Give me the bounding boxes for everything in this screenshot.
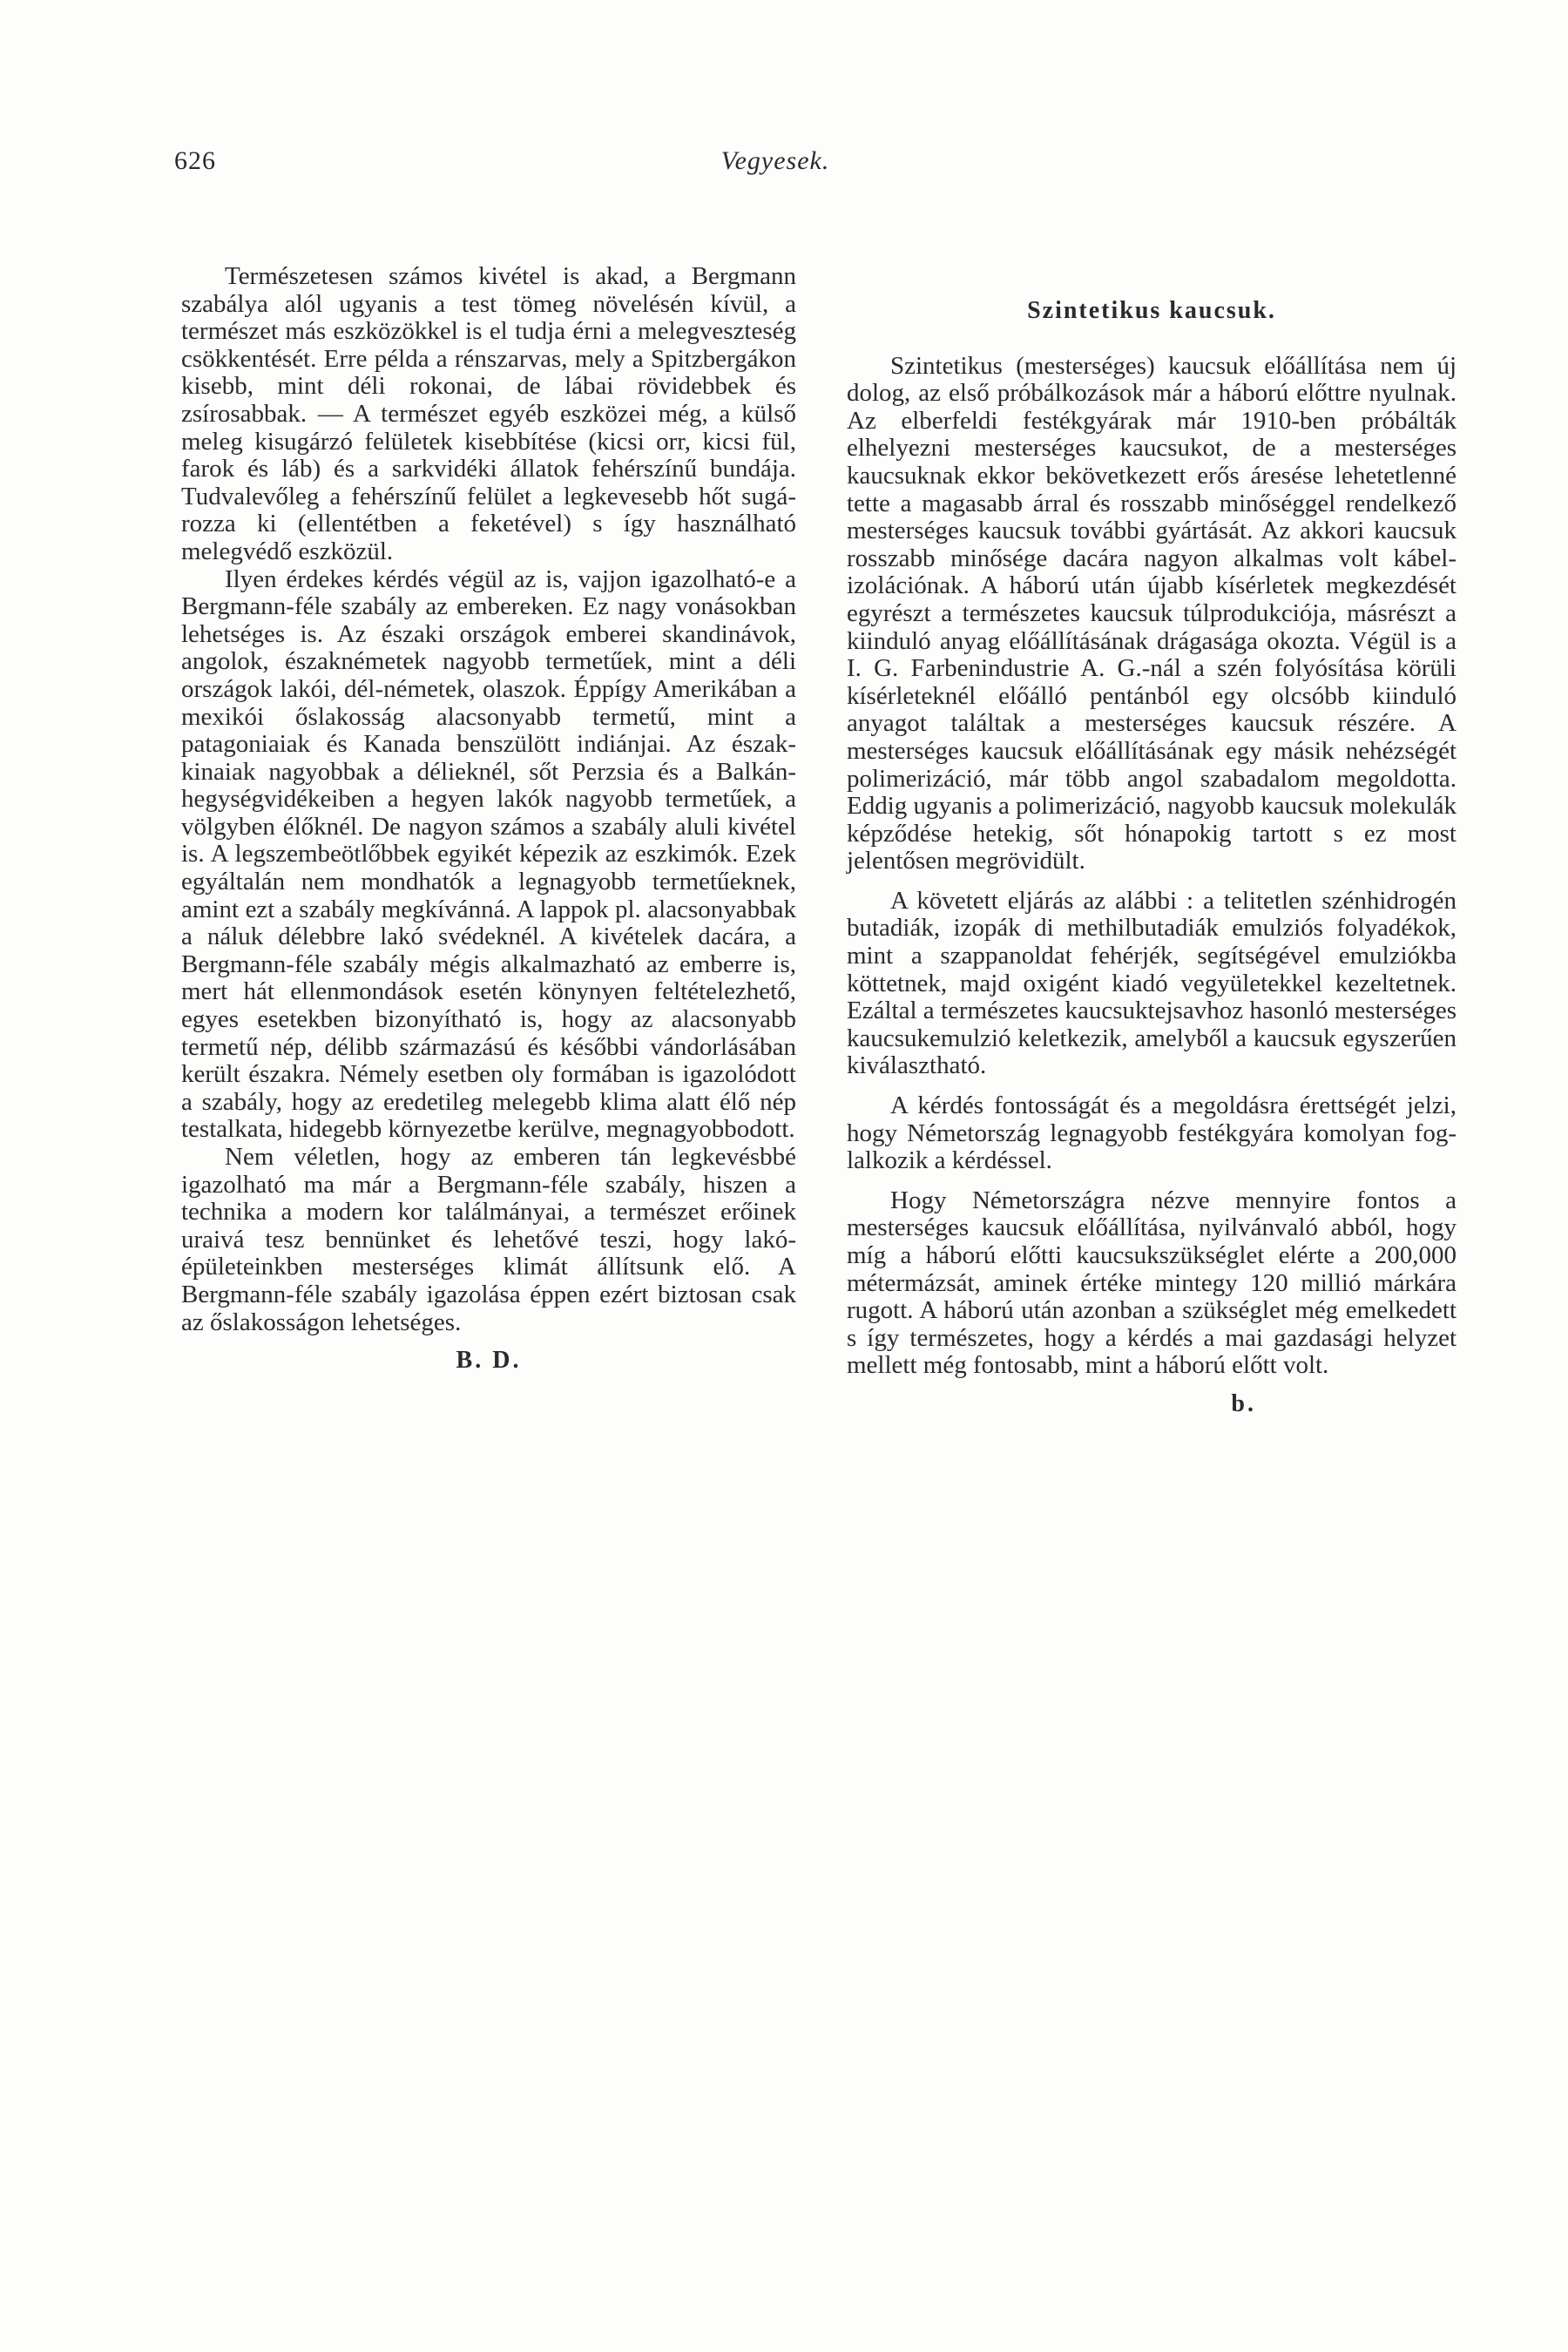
paragraph-bergmann-humans: Ilyen érdekes kérdés végül az is, vajjon igazolható-e a Bergmann-féle szabály az embereken. Ez nagy vonásokban lehetséges is. Az északi országok emberei skandinávok, angolok, északnémetek nagyobb termetűek, mint a déli országok lakói, dél-németek, olaszok. Éppígy Amerikában a mexikói őslakosság alacsonyabb termetű, mint a patagoniaiak és Kanada benszülött indiánjai. Az észak-kinaiak nagyobbak a délieknél, sőt Perzsia és a Balkán-hegységvidékeiben a hegyen lakók nagyobb termetűek, a völgyben élőknél. De nagyon számos a szabály aluli kivétel is. A legszembeötlőbbek egyikét képezik az eszkimók. Ezek egyáltalán nem mondhatók a legnagyobb termetűeknek, amint ezt a szabály megkívánná. A lappok pl. alacsonyabbak a náluk délebbre lakó svédeknél. A kivételek dacára, a Bergmann-féle szabály mégis alkalmazható az emberre is, mert hát ellenmondások esetén könynyen feltételezhető, egyes esetekben bizonyítható is, hogy az alacsonyabb termetű nép, délibb származású és későbbi vándorlásában került északra. Némely esetben oly formában is igazolódott a szabály, hogy az eredetileg melegebb klima alatt élő nép testalkata, hidegebb környezetbe kerülve, megnagyobbodott. xyxy=(181,564,796,1144)
left-column xyxy=(181,263,796,1375)
section-heading: Szintetikus kaucsuk. xyxy=(1027,297,1276,324)
paragraph-rubber-history: Szintetikus (mesterséges) kaucsuk előállítása nem új dolog, az első próbálkozások már a háború előttre nyulnak. Az elberfeldi festékgyárak már 1910-ben próbálták elhelyezni mesterséges kaucsukot, de a mesterséges kaucsuknak ekkor bekövetkezett erős áresése lehetetlenné tette a magasabb árral és rosszabb minőséggel rendelkező mesterséges kaucsuk további gyártását. Az akkori kaucsuk rosszabb minősége dacára nagyon alkalmas volt kábelizolációnak. A háború után újabb kísérletek megkezdését egyrészt a természetes kaucsuk túlprodukciója, másrészt a kiinduló anyag előállításának drágasága okozta. Végül is a I. G. Farbenindustrie A. G.-nál a szén folyósítása körüli kísérleteknél előálló pentánból egy olcsóbb kiinduló anyagot találtak a mesterséges kaucsuk részére. A mesterséges kaucsuk előállításának egy másik nehézségét polimerizáció, már több angol szabadalom megoldotta. Eddig ugyanis a polimerizáció, nagyobb kaucsuk molekulák képződése hetekig, sőt hónapokig tartott s ez most jelentősen megrövidült. xyxy=(847,351,1456,875)
running-title: Vegyesek. xyxy=(720,146,830,175)
paragraph-rubber-germany: Hogy Németországra nézve mennyire fontos a mesterséges kaucsuk előállítása, nyilvánvaló abból, hogy míg a háború előtti kaucsukszükséglet elérte a 200,000 métermázsát, aminek értéke mintegy 120 millió márkára rugott. A háború után azonban a szükséglet még emelkedett s így természetes, hogy a kérdés a mai gazdasági helyzet mellett még fontosabb, mint a háború előtt volt. xyxy=(847,1186,1456,1380)
paragraph-bergmann-technology: Nem véletlen, hogy az emberen tán legkevésbbé igazolható ma már a Bergmann-féle szabály, hiszen a technika a modern kor találmányai, a természet erőinek uraivá tesz bennünket és lehetővé teszi, hogy lakóépületeinkben mesterséges klimát állítsunk elő. A Bergmann-féle szabály igazolása éppen ezért biztosan csak az őslakosságon lehetséges. xyxy=(181,1143,796,1336)
paragraph-bergmann-exceptions: Természetesen számos kivétel is akad, a Bergmann szabálya alól ugyanis a test tömeg növelésén kívül, a természet más eszközökkel is el tudja érni a melegveszteség csökkentését. Erre példa a rénszarvas, mely a Spitzbergákon kisebb, mint déli rokonai, de lábai rövidebbek és zsírosabbak. — A természet egyéb eszközei még, a külső meleg kisugárzó felületek kisebbítése (kicsi orr, kicsi fül, farok és láb) és a sarkvidéki állatok fehérszínű bundája. Tudvalevőleg a fehérszínű felület a legkevesebb hőt sugározza ki (ellentétben a feketével) s így használható melegvédő eszközül. xyxy=(181,262,796,565)
running-head xyxy=(174,146,1376,181)
paragraph-rubber-process: A követett eljárás az alábbi : a telitetlen szénhidrogén butadiák, izopák di methilbutadiák emulziós folyadékok, mint a szappanoldat fehérjék, segítségével emulziókba köttetnek, majd oxigént kiadó vegyületekkel kezeltetnek. Ezáltal a természetes kaucsuktejsavhoz hasonló mesterséges kaucsukemulzió keletkezik, amelyből a kaucsuk egyszerűen kiválasztható. xyxy=(847,886,1456,1080)
right-column xyxy=(847,263,1456,1418)
author-signature-right: b. xyxy=(1231,1389,1256,1417)
author-signature-left: B. D. xyxy=(456,1347,522,1375)
paragraph-rubber-importance: A kérdés fontosságát és a megoldásra érettségét jelzi, hogy Németország legnagyobb festékgyára komolyan foglalkozik a kérdéssel. xyxy=(847,1092,1456,1175)
page-number: 626 xyxy=(174,146,216,175)
